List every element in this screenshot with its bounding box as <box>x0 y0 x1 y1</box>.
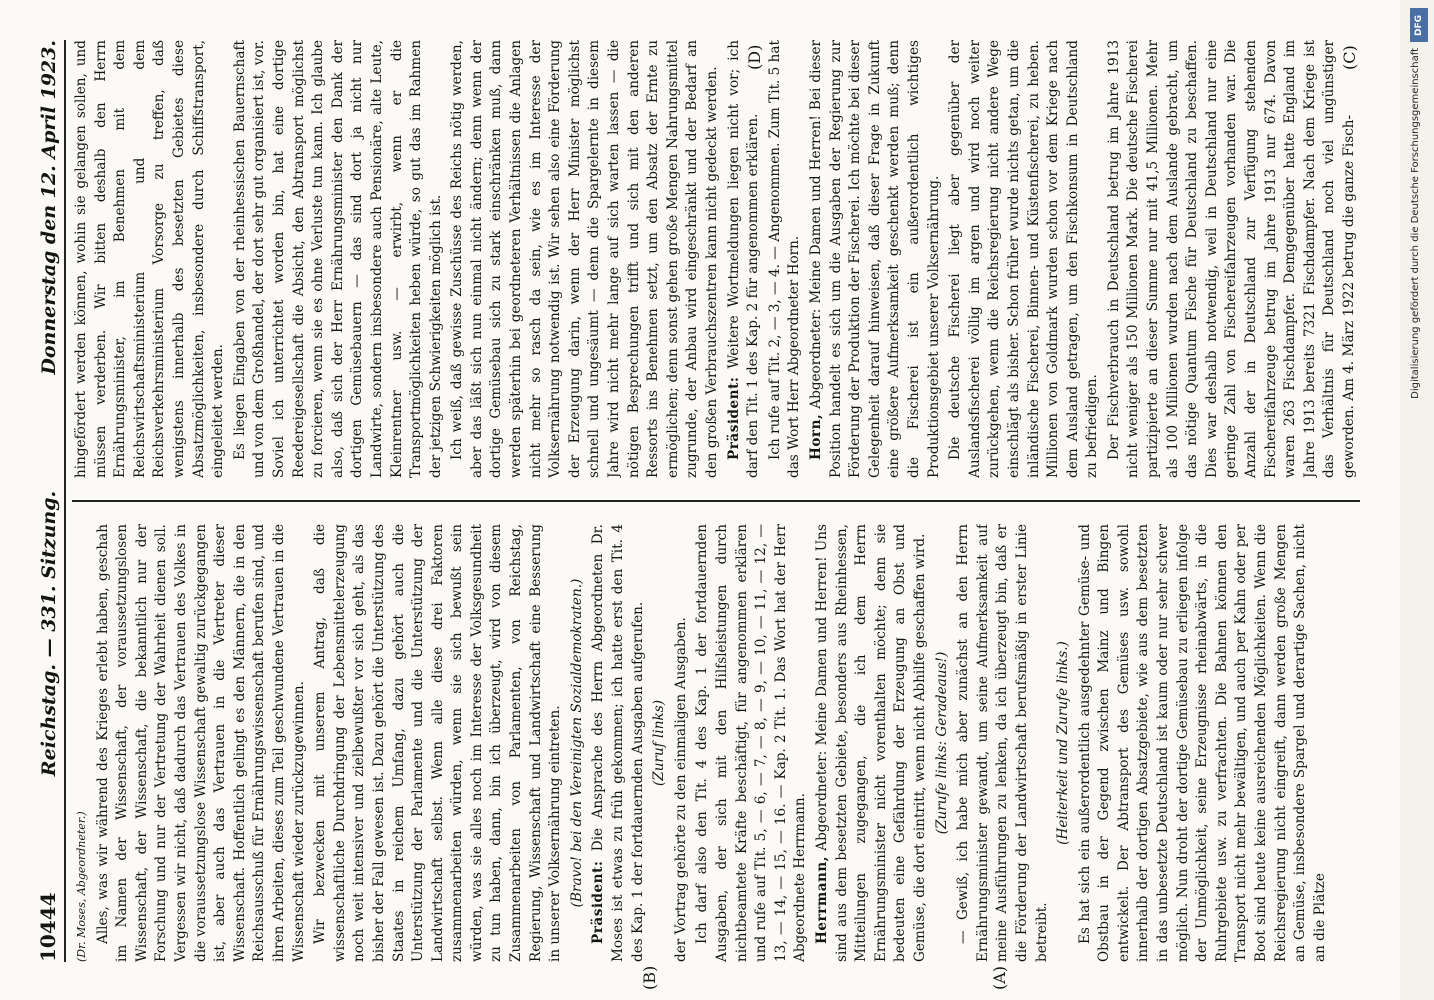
dfg-logo: DFG <box>1410 8 1428 42</box>
paragraph: hingefördert werden können, wohin sie gelangen sollen, und müssen verderben. Wir bitten deshalb den Herrn Ernährungsminister, im Benehmen mit dem Reichswirtschaftsministerium und dem Reichsverkehrsministerium Vorsorge zu treffen, daß wenigstens innerhalb des besetzten Gebietes diese Absatzmöglichkeiten, insbesondere durch Schiffstransport, eingeleitet werden. <box>73 40 227 478</box>
margin-marker-c: (C) <box>1340 45 1359 70</box>
speech-text: Abgeordneter: Meine Damen und Herren! Bei dieser Position handelt es sich um die Ausgaben der Regierung zur Förderung der Produktion der Fischerei. Ich möchte bei dieser Gelegenheit darauf hinweisen, daß dieser Frage in Zukunft eine größere Aufmerksamkeit geschenkt werden muß; denn die Fischerei ist ein außerordentlich wichtiges Produktionsgebiet unserer Volksernährung. <box>807 40 942 478</box>
margin-marker-d: (D) <box>745 44 764 70</box>
column-right <box>72 40 1360 478</box>
column-left <box>72 524 1360 962</box>
interjection: (Zuruf links) <box>651 699 668 787</box>
paragraph: Die deutsche Fischerei liegt aber gegenüber der Auslandsfischerei völlig im argen und wird noch weiter zurückgehen, wenn die Reichsregierung nicht andere Wege einschlägt als bisher. Schon früher wurde nichts getan, um die inländische Fischerei, Binnen- und Küstenfischerei, zu heben. Millionen von Goldmark wurden schon vor dem Kriege nach dem Ausland getragen, um den Fischkonsum in Deutschland zu befriedigen. <box>947 40 1101 478</box>
paragraph <box>807 40 944 478</box>
digitization-note <box>1408 8 1430 608</box>
interjection: (Zurufe links: Geradeaus!) <box>933 651 950 835</box>
speaker-name: Präsident: <box>725 376 742 460</box>
page-number: 10444 <box>36 892 60 962</box>
page-header <box>20 40 66 962</box>
speech-text: Die Ansprache des Herrn Abgeordneten Dr. Moses ist etwas zu früh gekommen; ich hatte erst den Tit. 4 des Kap. 1 der fortdauernden Ausgaben aufgerufen. <box>590 524 646 962</box>
speaker-name: Horn, <box>807 413 824 460</box>
margin-marker-a: (A) <box>990 965 1009 990</box>
paragraph: der Vortrag gehörte zu den einmaligen Ausgaben. <box>672 617 689 962</box>
speech-text: Weitere Wortmeldungen liegen nicht vor; ich darf den Tit. 1 des Kap. 2 für angenommen erklären. <box>725 40 762 478</box>
margin-marker-b: (B) <box>640 965 659 990</box>
paragraph: Der Fischverbrauch in Deutschland betrug im Jahre 1913 nicht weniger als 150 Millionen Mark. Die deutsche Fischerei partizipierte an dieser Summe nur mit 41,5 Millionen. Mehr als 100 Millionen wurden nach dem Auslande gebracht, um das nötige Quantum Fische für Deutschland zu beschaffen. Dies war deshalb notwendig, weil in Deutschland nur eine geringe Zahl von Fischereifahrzeugen vorhanden war. Die Anzahl der in Deutschland zur Verfügung stehenden Fischereifahrzeuge betrug im Jahre 1913 nur 674. Davon waren 263 Fischdampfer. Demgegenüber hatte England im Jahre 1913 bereits 7321 Fischdampfer. Nach dem Kriege ist das Verhältnis für Deutschland noch viel ungünstiger geworden. Am 4. März 1922 betrug die ganze Fisch- <box>1105 40 1357 478</box>
speech-text: Abgeordneter: Meine Damen und Herren! Uns sind aus dem besetzten Gebiete, besonders aus Rheinhessen, Mitteilungen zugegangen, die ich dem Herrn Ernährungsminister nicht vorenthalten möchte; denn sie bedeuten eine Gefährdung der Erzeugung an Obst und Gemüse, die dort eintritt, wenn nicht Abhilfe geschaffen wird. <box>813 524 928 962</box>
session-date: Donnerstag den 12. April 1923. <box>38 40 60 375</box>
paragraph: Ich darf also den Tit. 4 des Kap. 1 der fortdauernden Ausgaben, der sich mit den Hilfsleistungen durch nichtbeamtete Kräfte beschäftigt, für angenommen erklären und rufe auf Tit. 5, — 6, — 7, — 8, — 9, — 10, — 11, — 12, — 13, — 14, — 15, — 16. — Kap. 2 Tit. 1. Das Wort hat der Herr Abgeordnete Herrmann. <box>694 524 809 962</box>
paragraph: Ich weiß, daß gewisse Zuschüsse des Reichs nötig werden, aber das läßt sich nun einmal nicht ändern; denn wenn der dortige Gemüsebau sich zu stark einschränken muß, dann werden späterhin bei geordneteren Verhältnissen die Anlagen nicht mehr so rasch da sein, wie es im Interesse der Volksernährung notwendig ist. Wir sehen also eine Förderung der Erzeugung darin, wenn der Herr Minister möglichst schnell und ungesäumt — denn die Spargelernte in diesem Jahre wird nicht mehr lange auf sich warten lassen — die nötigen Besprechungen trifft und sich mit den anderen Ressorts ins Benehmen setzt, um den Absatz der Ernte zu ermöglichen; denn sonst gehen große Mengen Nahrungsmittel zugrunde, der Anbau wird eingeschränkt und der Bedarf an den großen Verbrauchszentren kann nicht gedeckt werden. <box>449 40 720 478</box>
paragraph: Es liegen Eingaben von der rheinhessischen Bauernschaft und von dem Großhandel, der dort sehr gut organisiert ist, vor. Soviel ich unterrichtet worden bin, hat eine dortige Reedereigesellschaft die Absicht, den Abtransport möglichst zu forcieren, wenn sie es ohne Verluste tun kann. Ich glaube also, daß sich der Herr Ernährungsminister den Dank der dortigen Gemüsebauern — das sind dort ja nicht nur Landwirte, sondern insbesondere auch Pensionäre, alte Leute, Kleinrentner usw. — erwirbt, wenn er die Transportmöglichkeiten heben würde, so gut das im Rahmen der jetzigen Schwierigkeiten möglich ist. <box>231 40 444 478</box>
paragraph: — Gewiß, ich habe mich aber zunächst an den Herrn Ernährungsminister gewandt, um seine Aufmerksamkeit auf meine Ausführungen zu lenken, da ich überzeugt bin, daß er die Förderung der Landwirtschaft berufsmäßig in erster Linie betreibt. <box>955 524 1050 962</box>
paragraph <box>813 524 931 962</box>
paragraph: Wir bezwecken mit unserem Antrag, daß die wissenschaftliche Durchdringung der Lebensmittelerzeugung noch weit intensiver und zielbewußter vor sich geht, als das bisher der Fall gewesen ist. Dazu gehört die Unterstützung des Staates in reichem Umfang, dazu gehört auch die Unterstützung der Parlamente und die Unterstützung der Landwirtschaft selbst. Wenn alle diese drei Faktoren zusammenarbeiten würden, wenn sie sich bewußt sein würden, was sie alles noch im Interesse der Volksgesundheit zu tun haben, dann, bin ich überzeugt, wird von diesem Zusammenarbeiten von Parlamenten, von Reichstag, Regierung, Wissenschaft und Landwirtschaft eine Besserung in unserer Volksernährung eintreten. <box>312 524 564 962</box>
speaker-name: Herrmann, <box>813 855 830 944</box>
speaker-name: Präsident: <box>590 860 607 944</box>
paragraph <box>589 524 648 962</box>
paragraph: Alles, was wir während des Krieges erlebt haben, geschah im Namen der Wissenschaft, der voraussetzungslosen Wissenschaft, der Wissenschaft, die bekanntlich nur der Forschung und nur der Vertretung der Wahrheit dienen soll. Vergessen wir nicht, daß dadurch das Vertrauen des Volkes in die voraussetzungslose Wissenschaft gewaltig zurückgegangen ist, aber auch das Vertrauen in die Vertreter dieser Wissenschaft. Hoffentlich gelingt es den Männern, die in den Reichsausschuß für Ernährungswissenschaft berufen sind, und ihren Arbeiten, dieses zum Teil geschwundene Vertrauen in die Wissenschaft wieder zurückzugewinnen. <box>94 524 307 962</box>
text-columns <box>72 40 1360 962</box>
session-title: Reichstag. — 331. Sitzung. <box>38 490 60 777</box>
column-divider <box>72 500 1360 502</box>
paragraph: Ich rufe auf Tit. 2, — 3, — 4. — Angenommen. Zum Tit. 5 hat das Wort Herr Abgeordneter Horn. <box>766 40 803 478</box>
paragraph: Es hat sich ein außerordentlich ausgedehnter Gemüse- und Obstbau in der Gegend zwischen Mainz und Bingen entwickelt. Der Abtransport des Gemüses usw. sowohl innerhalb der dortigen Absatzgebiete, wie aus dem besetzten in das unbesetzte Deutschland ist kaum oder nur sehr schwer möglich. Nun droht der dortige Gemüsebau zu erliegen infolge der Unmöglichkeit, seine Erzeugnisse rheinabwärts, in die Ruhrgebiete usw. zu verfrachten. Die Bahnen können den Transport nicht mehr bewältigen, und auch per Kahn oder per Boot sind heute keine ausreichenden Möglichkeiten. Wenn die Reichsregierung nicht eingreift, dann werden große Mengen an Gemüse, insbesondere Spargel und derartige Sachen, nicht an die Plätze <box>1076 524 1328 962</box>
speaker-tag: (Dr. Moses, Abgeordneter.) <box>75 811 88 962</box>
digitization-text: Digitalisierung gefördert durch die Deutsche Forschungsgemeinschaft <box>1410 48 1421 399</box>
applause-note: (Bravo! bei den Vereinigten Sozialdemokraten.) <box>568 578 585 908</box>
interjection: (Heiterkeit und Zurufe links.) <box>1055 641 1072 845</box>
paragraph <box>725 40 764 478</box>
